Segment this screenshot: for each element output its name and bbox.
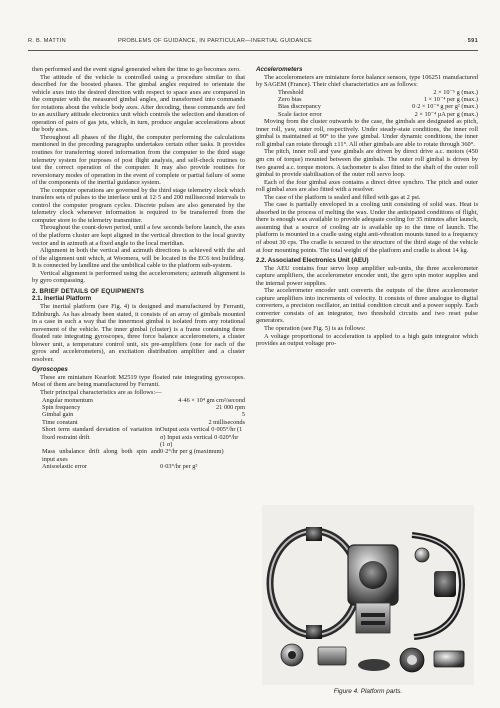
header-page-number: 591 bbox=[467, 38, 478, 44]
spec-row bbox=[278, 96, 478, 103]
spec-value: 5 bbox=[241, 411, 245, 419]
paragraph: Throughout all phases of the flight, the computer performing the calculations mentioned in the preceding paragraphs undertakes certain other tasks. It provides routines for transferring stored information from the computer to the third stage telemetry system for purposes of post flight analysis, and self-check routines to test the correct operation of the computer. It may also provide routines for reversionary modes of operation in the event of complete or partial failure of some of the components of the inertial guidance system. bbox=[32, 133, 245, 187]
spec-value: 2 × 10⁻⁴ μA per g (max.) bbox=[414, 110, 478, 118]
spec-key: Gimbal gain bbox=[42, 411, 74, 419]
spec-row bbox=[32, 397, 245, 404]
paragraph: Their principal characteristics are as follows:— bbox=[40, 388, 162, 396]
section-heading: 2. BRIEF DETAILS OF EQUIPMENTS bbox=[32, 287, 145, 295]
paragraph: then performed and the event signal generated when the time to go becomes zero. bbox=[32, 66, 241, 73]
paragraph: The accelerometers are miniature force balance sensors, type 106251 manufactured by SAGEM (France). Their chief characteristics are as follows: bbox=[256, 73, 478, 89]
spec-key: Short term standard deviation of variation in fixed restraint drift bbox=[42, 426, 160, 441]
spec-value: 0·2 × 10⁻⁴ g per g² (max.) bbox=[411, 103, 478, 111]
spec-key: Threshold bbox=[278, 88, 304, 96]
paragraph: The inertial platform (see Fig. 4) is designed and manufactured by Ferranti, Edinburgh. As has already been stated, it consists of an array of gimbals mounted in a case in such a way that the innermost gimbal is isolated from any rotational movement of the vehicle. The inner gimbal (cluster) is a frame containing three floated rate integrating gyroscopes, three force balance accelerometers, a cluster blower unit, a temperature control unit, six pre-amplifiers (one for each of the gyros and accelerometers), an excitation distribution amplifier and a cluster resolver. bbox=[32, 302, 245, 363]
spec-row bbox=[32, 426, 245, 448]
spec-value: 1 × 10⁻⁴ per g (max.) bbox=[423, 96, 478, 104]
spec-value: 2 milliseconds bbox=[208, 418, 245, 426]
spec-row bbox=[32, 419, 245, 426]
left-column bbox=[32, 66, 245, 471]
paragraph: The attitude of the vehicle is controlled using a procedure similar to that described for the boosted phases. The gimbal angles required to orientate the vehicle axes into the desired direction with respect to space axes are compared in the computer with the measured gimbal angles, and transformed into commands for rotations about the vehicle body axes. After decoding, these commands are fed to an auxiliary attitude electronics unit which controls the selection and duration of operation of pairs of gas jets, which, in turn, produce angular accelerations about the body axes. bbox=[32, 73, 245, 134]
running-header bbox=[28, 38, 478, 50]
spec-row bbox=[32, 411, 245, 418]
subsection-heading: 2.2. Associated Electronics Unit (AEU) bbox=[256, 257, 369, 265]
spec-key: Mass unbalance drift along both spin and input axes bbox=[42, 448, 160, 463]
paragraph: The case of the platform is sealed and filled with gas at 2 psi. bbox=[264, 193, 421, 201]
spec-key: Time constant bbox=[42, 418, 78, 426]
gyro-spec-table bbox=[32, 397, 245, 471]
spec-value: Output axis vertical 0·005°/hr (1 σ) Input axis vertical 0·020°/hr (1 σ) bbox=[160, 426, 243, 448]
spec-key: Scale factor error bbox=[278, 110, 322, 118]
platform-parts-photo bbox=[262, 505, 474, 685]
spec-value: 0·2°/hr per g (maximum) bbox=[160, 448, 224, 456]
paragraph: Each of the four gimbal axes contains a direct drive synchro. The pitch and outer roll gimbal axes are also fitted with a resolver. bbox=[256, 178, 478, 194]
spec-key: Angular momentum bbox=[42, 396, 93, 404]
spec-value: 4·46 × 10⁴ gm cm²/second bbox=[178, 396, 245, 404]
spec-row bbox=[278, 89, 478, 96]
paragraph: Moving from the cluster outwards to the case, the gimbals are designated as pitch, inner roll, yaw, outer roll, respectively. Under steady-state conditions, the inner roll gimbal is maintained at 90° to the yaw gimbal. Under dynamic conditions, the inner roll gimbal can rotate through ±11°. All other gimbals are able to rotate through 360°. bbox=[256, 118, 478, 148]
subheading-gyroscopes: Gyroscopes bbox=[32, 366, 68, 374]
accelerometer-spec-table bbox=[278, 89, 478, 119]
paragraph: The operation (see Fig. 5) is as follows: bbox=[264, 325, 366, 333]
paragraph: These are miniature Kearfott M2519 type floated rate integrating gyroscopes. Most of them are being manufactured by Ferranti. bbox=[32, 373, 245, 389]
header-rule bbox=[28, 50, 478, 51]
paragraph: The case is partially enveloped in a cooling unit consisting of solid wax. Heat is absorbed in the process of melting the wax. Under the anticipated conditions of flight, there is enough wax available to provide adequate cooling for 35 minutes after launch, assuming that a source of cooling air is available up to the time of launch. The platform is mounted in a cradle using eight anti-vibration mounts tuned to a frequency of about 30 cps. The cradle is secured to the structure of the third stage of the vehicle at four mounting points. The total weight of the platform and cradle is about 14 kg. bbox=[256, 201, 478, 254]
spec-key: Zero bias bbox=[278, 96, 302, 104]
paragraph: Throughout the count-down period, until a few seconds before launch, the axes of the platform cluster are kept aligned in the vertical direction to the local gravity vector and in azimuth at a fixed angle to the local meridian. bbox=[32, 224, 245, 247]
header-title: PROBLEMS OF GUIDANCE, IN PARTICULAR—INERTIAL GUIDANCE bbox=[118, 38, 313, 44]
subheading-accelerometers: Accelerometers bbox=[256, 66, 303, 73]
spec-value: 2 × 10⁻⁶ g (max.) bbox=[433, 88, 478, 96]
right-column bbox=[256, 66, 478, 348]
paragraph: The AEU contains four servo loop amplifier sub-units, the three accelerometer capture amplifiers, the accelerometer encoder unit, the gyro spin motor supplies and the internal power supplies. bbox=[256, 264, 478, 287]
paragraph: The accelerometer encoder unit converts the outputs of the three accelerometer capture amplifiers into increments of velocity. It consists of three analogue to digital converters, a precision oscillator, an initial condition circuit and a power supply. Each converter consists of an integrator, two threshold circuits and two reset pulse generators. bbox=[256, 287, 478, 325]
spec-value: 21 000 rpm bbox=[215, 403, 245, 411]
spec-row bbox=[32, 404, 245, 411]
spec-row bbox=[278, 111, 478, 118]
spec-key: Bias discrepancy bbox=[278, 103, 321, 111]
spec-row bbox=[32, 448, 245, 463]
paragraph: Vertical alignment is performed using the accelerometers; azimuth alignment is by gyro compassing. bbox=[32, 269, 245, 285]
figure-caption: Figure 4. Platform parts. bbox=[333, 688, 403, 695]
paragraph: A voltage proportional to acceleration is applied to a high gain integrator which provides an output voltage pro- bbox=[256, 332, 478, 348]
spec-value: 0·03°/hr per g² bbox=[160, 463, 198, 471]
subsection-heading: 2.1. Inertial Platform bbox=[32, 295, 92, 303]
spec-row bbox=[278, 103, 478, 110]
paragraph: The computer operations are governed by the third stage telemetry clock which transfers sets of pulses to the interface unit at 12·5 and 200 millisecond intervals to control the computer program cycles. Discrete pulses are also generated by the telemetry clock whenever information is required to be transferred from the computer store to the telemetry transmitter. bbox=[32, 186, 245, 224]
spec-key: Anisoelastic error bbox=[42, 463, 87, 471]
paragraph: The pitch, inner roll and yaw gimbals are driven by direct drive a.c. motors (450 gm cm of torque) mounted between the gimbals. The outer roll gimbal is driven by two geared a.c. torque motors. A tachometer is also fitted to the shaft of the outer roll gimbal to provide stabilisation of the outer roll servo loop. bbox=[256, 148, 478, 179]
spec-key: Spin frequency bbox=[42, 403, 81, 411]
paragraph: Alignment in both the vertical and azimuth directions is achieved with the aid of the alignment unit which, at Woomera, will be located in the EC6 test building. It is connected by landline and the umbilical cable to the platform sub-system. bbox=[32, 247, 245, 270]
header-author: R. B. MATTIN bbox=[28, 38, 66, 44]
spec-row bbox=[32, 463, 245, 470]
